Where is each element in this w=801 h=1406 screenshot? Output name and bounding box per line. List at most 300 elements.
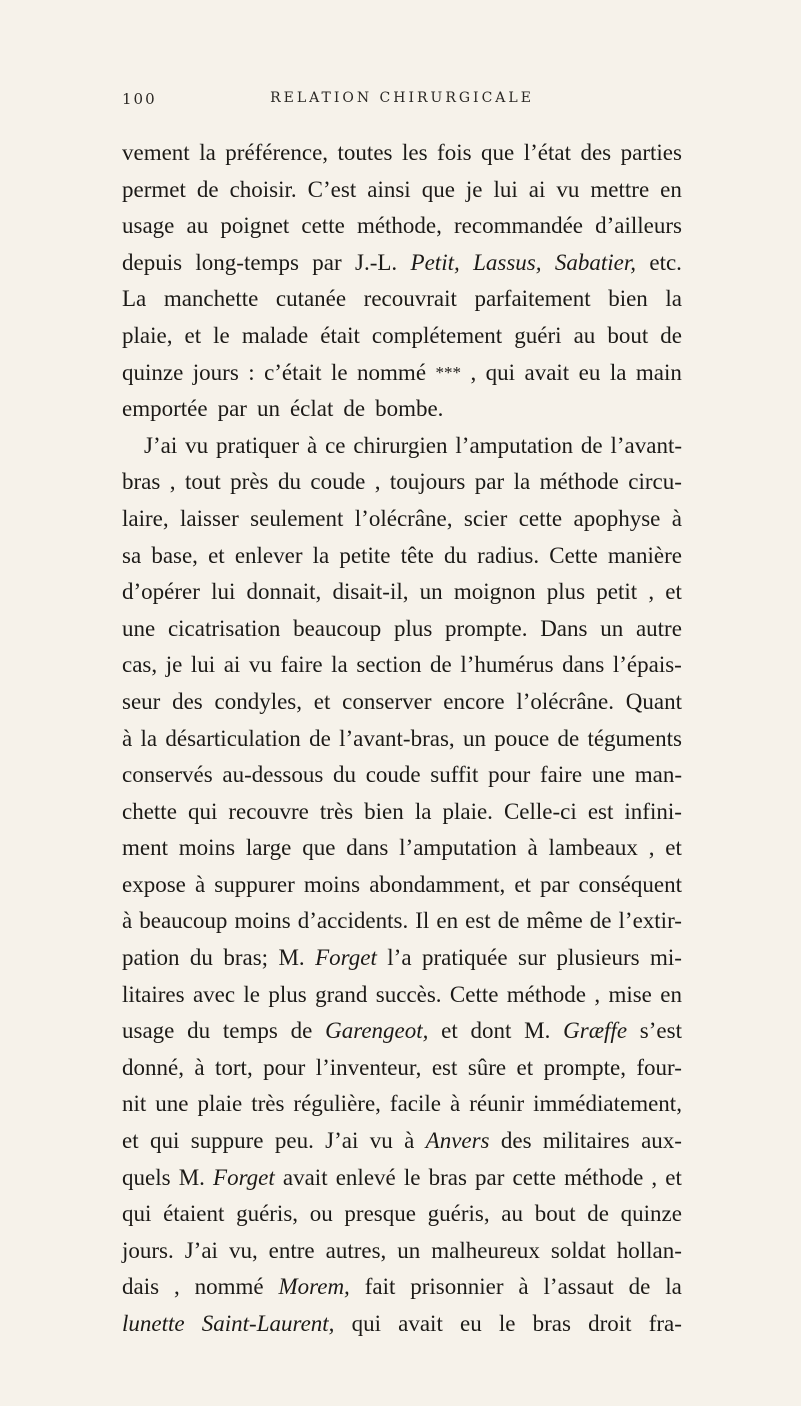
- word: cette: [512, 1164, 556, 1190]
- word: plusieurs: [556, 945, 640, 971]
- text-line: [122, 501, 682, 538]
- word: ,: [169, 469, 176, 495]
- text-line: [122, 464, 682, 501]
- word: soldat: [550, 1237, 606, 1263]
- word: succès.: [375, 981, 442, 1007]
- text-line: [122, 538, 682, 575]
- word: coude: [365, 762, 421, 788]
- italic-word: Græffe: [563, 1018, 628, 1044]
- word: par: [474, 469, 505, 495]
- word: sur: [517, 945, 547, 971]
- word: à: [122, 908, 133, 934]
- word: fait: [364, 1274, 396, 1300]
- word: l’état: [523, 140, 571, 165]
- word: au: [186, 213, 209, 239]
- word: de: [587, 1201, 609, 1227]
- word: une: [155, 1091, 189, 1117]
- word: M.: [278, 945, 305, 971]
- word: eu: [578, 359, 601, 385]
- text-line: [122, 1306, 682, 1343]
- italic-word: Anvers: [425, 1128, 490, 1154]
- word: et: [184, 322, 202, 348]
- text-line: [122, 1050, 682, 1087]
- word: Quant: [625, 688, 682, 714]
- text-line: [122, 355, 682, 392]
- word: sa: [122, 542, 142, 568]
- word: temps: [222, 1018, 278, 1044]
- word: la: [665, 286, 682, 312]
- word: et: [665, 835, 682, 861]
- word: de: [497, 908, 520, 934]
- word: parties: [620, 140, 682, 165]
- word: bien: [608, 286, 648, 312]
- word: ,: [651, 1164, 658, 1190]
- word: jours: [192, 359, 239, 385]
- word: quinze: [122, 359, 184, 385]
- word: petit: [596, 579, 638, 605]
- word: manière: [607, 542, 682, 568]
- word: la: [414, 798, 432, 824]
- word: régulière,: [293, 1091, 381, 1117]
- word: plaie: [197, 1091, 243, 1117]
- word: fra-: [648, 1311, 682, 1336]
- word: ,: [648, 835, 655, 861]
- word: un: [397, 1237, 421, 1263]
- word: à: [527, 835, 538, 861]
- word: est: [465, 908, 491, 934]
- word: conservés: [122, 762, 213, 788]
- word: J’ai: [325, 1128, 359, 1154]
- text-line: [122, 1160, 682, 1197]
- word: cicatrisation: [167, 615, 281, 641]
- word: en: [660, 981, 682, 1007]
- word: laisser: [180, 505, 239, 531]
- text-line: [122, 757, 682, 794]
- word: qui: [485, 359, 516, 385]
- word: ai: [528, 176, 546, 202]
- word: est: [431, 1054, 458, 1080]
- word: Il: [415, 908, 430, 934]
- word: qui: [122, 1201, 152, 1227]
- text-line: [122, 428, 682, 465]
- word: même: [526, 908, 583, 934]
- word: poignet: [220, 213, 290, 239]
- word: de: [660, 322, 682, 348]
- text-line: [122, 318, 682, 355]
- word: par: [475, 1164, 505, 1190]
- italic-word: Saint-Laurent,: [201, 1311, 335, 1336]
- word: qui: [149, 1128, 180, 1154]
- word: ,: [594, 981, 601, 1007]
- word: nit: [122, 1091, 147, 1117]
- text-line: [122, 684, 682, 721]
- word: malheureux: [431, 1237, 540, 1263]
- word: litaires: [122, 981, 185, 1007]
- word: la: [312, 542, 330, 568]
- word: permet: [122, 176, 186, 202]
- word: enlevé: [335, 1164, 396, 1190]
- word: à: [518, 1274, 529, 1300]
- text-line: [122, 830, 682, 867]
- word: encore: [443, 688, 505, 714]
- text-line: [122, 867, 682, 904]
- word: bras: [428, 1164, 467, 1190]
- word: cutanée: [275, 286, 347, 312]
- word: donnait,: [246, 579, 322, 605]
- word: suppure: [190, 1128, 264, 1154]
- word: facile: [389, 1091, 441, 1117]
- word: infini-: [624, 798, 682, 824]
- word: man-: [634, 762, 682, 788]
- word: vu: [185, 432, 209, 458]
- word: J’ai: [144, 432, 178, 458]
- word: guéri: [514, 322, 562, 348]
- word: four-: [636, 1054, 682, 1080]
- word: du: [187, 1018, 211, 1044]
- word: au: [573, 322, 596, 348]
- word: de: [628, 1274, 651, 1300]
- word: quinze: [620, 1201, 682, 1227]
- word: d’ailleurs: [595, 213, 682, 239]
- word: à: [122, 725, 133, 751]
- word: plaie.: [442, 798, 493, 824]
- text-line: [122, 1233, 682, 1270]
- word: de: [309, 725, 331, 751]
- word: ment: [122, 835, 168, 861]
- word: plus: [546, 579, 586, 605]
- word: parfaitement: [474, 286, 591, 312]
- word: ,: [470, 359, 477, 385]
- word: lui: [493, 176, 518, 202]
- text-line: [122, 135, 682, 172]
- word: long-temps: [195, 249, 299, 275]
- text-line: [122, 245, 682, 282]
- word: bout: [534, 1201, 576, 1227]
- word: d’opérer: [122, 579, 200, 605]
- word: à: [449, 1091, 461, 1117]
- word: cas,: [122, 652, 158, 678]
- word: l’a: [387, 945, 412, 971]
- word: l’amputation: [399, 835, 517, 861]
- word: méthode: [539, 469, 619, 495]
- word: apophyse: [573, 505, 661, 531]
- word: l’avant-: [610, 432, 682, 458]
- word: l’épais-: [612, 652, 682, 678]
- word: avait: [524, 359, 570, 385]
- word: moins: [303, 871, 361, 897]
- word: de: [290, 1018, 313, 1044]
- word: des: [580, 140, 612, 165]
- word: bras: [532, 1311, 571, 1336]
- word: fois: [437, 140, 472, 165]
- word: vu: [556, 176, 580, 202]
- word: c’était: [264, 359, 322, 385]
- word: jours.: [122, 1237, 174, 1263]
- word: de: [589, 908, 612, 934]
- word: Cette: [449, 981, 499, 1007]
- word: etc.: [649, 249, 682, 275]
- word: bombe.: [375, 396, 444, 422]
- word: par: [312, 249, 342, 275]
- word: dais: [122, 1274, 160, 1300]
- word: téguments: [587, 725, 682, 751]
- word: désarticulation: [165, 725, 301, 751]
- word: conserver: [342, 688, 432, 714]
- word: moins: [234, 908, 291, 934]
- word: J’ai: [184, 1237, 218, 1263]
- word: des: [500, 1128, 532, 1154]
- text-line: [122, 647, 682, 684]
- word: abondamment,: [369, 871, 506, 897]
- word: guéris,: [427, 1201, 490, 1227]
- text-line: [122, 1013, 682, 1050]
- word: bien: [364, 798, 404, 824]
- word: et: [208, 542, 225, 568]
- italic-word: Forget: [315, 945, 377, 971]
- word: du: [189, 945, 213, 971]
- text-line: [122, 794, 682, 831]
- word: qui: [351, 1311, 381, 1336]
- word: recouvrait: [363, 286, 457, 312]
- word: aux-: [641, 1128, 682, 1154]
- word: tout: [184, 469, 221, 495]
- word: à: [671, 505, 682, 531]
- word: la: [331, 652, 348, 678]
- word: je: [465, 176, 483, 202]
- word: et: [516, 1054, 534, 1080]
- word: entre: [268, 1237, 315, 1263]
- word: section: [356, 652, 422, 678]
- word: malade: [241, 322, 309, 348]
- word: bras;: [223, 945, 269, 971]
- word: ,: [648, 579, 655, 605]
- word: en: [660, 176, 682, 202]
- word: seur: [122, 688, 161, 714]
- word: vu: [369, 1128, 393, 1154]
- word: scier: [463, 505, 508, 531]
- word: large: [245, 835, 292, 861]
- word: pratiquée: [421, 945, 508, 971]
- word: suppurer: [214, 871, 295, 897]
- word: Cette: [549, 542, 598, 568]
- text-line: [122, 391, 682, 428]
- word: méthode: [506, 981, 586, 1007]
- word: de: [557, 725, 580, 751]
- word: pour: [263, 1054, 306, 1080]
- text-line: [122, 574, 682, 611]
- word: recommandée: [454, 213, 583, 239]
- word: lui: [211, 579, 236, 605]
- word: militaires: [542, 1128, 630, 1154]
- word: le: [213, 322, 230, 348]
- word: dans: [562, 652, 605, 678]
- word: ce: [325, 432, 346, 458]
- word: et: [122, 1128, 139, 1154]
- word: très: [251, 1091, 285, 1117]
- text-line: [122, 611, 682, 648]
- body-text: [122, 135, 682, 1343]
- word: bras: [122, 469, 161, 495]
- text-line: [122, 940, 682, 977]
- word: je: [165, 652, 183, 678]
- word: vu: [248, 652, 272, 678]
- word: ainsi: [367, 176, 411, 202]
- word: Dans: [540, 615, 588, 641]
- word: vu,: [228, 1237, 258, 1263]
- word: la: [513, 469, 531, 495]
- text-line: [122, 281, 682, 318]
- word: dans: [346, 835, 389, 861]
- word: près: [230, 469, 269, 495]
- word: la: [609, 359, 627, 385]
- word: et: [665, 579, 682, 605]
- word: le: [330, 359, 348, 385]
- word: par: [217, 396, 247, 422]
- word: tête: [400, 542, 434, 568]
- word: plaie,: [122, 322, 173, 348]
- word: l’olécrâne,: [354, 505, 453, 531]
- word: cette: [301, 213, 345, 239]
- word: plus: [268, 981, 307, 1007]
- text-line: [122, 1086, 682, 1123]
- word: l’amputation: [455, 432, 573, 458]
- word: usage: [122, 1018, 175, 1044]
- word: petite: [339, 542, 391, 568]
- word: au: [501, 1201, 523, 1227]
- word: sûre: [467, 1054, 507, 1080]
- word: du: [277, 469, 301, 495]
- word: plus: [393, 615, 433, 641]
- italic-word: lunette: [122, 1311, 185, 1336]
- word: pation: [122, 945, 180, 971]
- word: avec: [192, 981, 236, 1007]
- word: faire: [280, 652, 323, 678]
- word: méthode: [564, 1164, 644, 1190]
- word: préférence,: [225, 140, 329, 165]
- word: main: [635, 359, 682, 385]
- word: faire: [539, 762, 583, 788]
- word: laire,: [122, 505, 169, 531]
- text-line: [122, 172, 682, 209]
- word: choisir.: [229, 176, 297, 202]
- word: mise: [608, 981, 652, 1007]
- word: mi-: [650, 945, 682, 971]
- italic-word: Garengeot,: [325, 1018, 429, 1044]
- word: J.-L.: [355, 249, 398, 275]
- text-line: [122, 721, 682, 758]
- word: mettre: [590, 176, 650, 202]
- word: au-dessous: [222, 762, 324, 788]
- word: peu.: [274, 1128, 314, 1154]
- word: que: [481, 140, 515, 165]
- word: à: [404, 1128, 415, 1154]
- word: depuis: [122, 249, 183, 275]
- word: la: [140, 725, 158, 751]
- word: M.: [178, 1164, 205, 1190]
- page-number: 100: [122, 90, 157, 108]
- word: l’humérus: [460, 652, 554, 678]
- word: lambeaux: [548, 835, 638, 861]
- text-line: [122, 1196, 682, 1233]
- word: presque: [344, 1201, 416, 1227]
- word: pouce: [494, 725, 550, 751]
- word: l’olécrâne.: [516, 688, 615, 714]
- word: l’avant-bras,: [339, 725, 455, 751]
- running-title: RELATION CHIRURGICALE: [270, 90, 534, 106]
- word: avait: [398, 1311, 443, 1336]
- word: manchette: [163, 286, 259, 312]
- italic-word: Lassus,: [473, 249, 542, 275]
- word: Celle-ci: [503, 798, 577, 824]
- word: bout: [607, 322, 649, 348]
- word: ,: [173, 1274, 180, 1300]
- word: guéris,: [236, 1201, 299, 1227]
- word: éclat: [289, 396, 334, 422]
- text-line: [122, 1123, 682, 1160]
- word: le: [498, 1311, 516, 1336]
- word: expose: [122, 871, 186, 897]
- word: la: [665, 1274, 682, 1300]
- word: prisonnier: [410, 1274, 504, 1300]
- word: nommé: [357, 359, 427, 385]
- word: et: [514, 871, 531, 897]
- word: à: [194, 871, 206, 897]
- word: pratiquer: [216, 432, 300, 458]
- word: l’extir-: [618, 908, 682, 934]
- word: immédiatement,: [533, 1091, 682, 1117]
- italic-word: Morem,: [278, 1274, 350, 1300]
- word: emportée: [122, 396, 208, 422]
- word: l’inventeur,: [315, 1054, 422, 1080]
- word: ai: [223, 652, 241, 678]
- word: autre: [635, 615, 682, 641]
- word: de: [343, 396, 366, 422]
- word: conséquent: [578, 871, 682, 897]
- word: complétement: [371, 322, 503, 348]
- word: chirurgien: [353, 432, 448, 458]
- word: toujours: [389, 469, 466, 495]
- word: d’accidents.: [297, 908, 409, 934]
- page-header: [122, 90, 682, 120]
- word: prompte,: [543, 1054, 626, 1080]
- word: étaient: [163, 1201, 225, 1227]
- word: s’est: [639, 1018, 682, 1044]
- text-line: [122, 208, 682, 245]
- word: prompte.: [445, 615, 528, 641]
- word: donné,: [122, 1054, 184, 1080]
- word: grand: [315, 981, 368, 1007]
- word: un: [256, 396, 280, 422]
- word: que: [421, 176, 455, 202]
- word: du: [333, 762, 356, 788]
- word: à: [194, 1054, 205, 1080]
- word: lui: [190, 652, 216, 678]
- italic-word: Forget: [213, 1164, 275, 1190]
- word: une: [591, 762, 626, 788]
- word: par: [540, 871, 570, 897]
- word: recouvre: [228, 798, 309, 824]
- italic-word: Petit,: [410, 249, 460, 275]
- word: en: [436, 908, 459, 934]
- word: et: [313, 688, 331, 714]
- word: eu: [460, 1311, 482, 1336]
- word: disait-il,: [332, 579, 409, 605]
- word: dont: [470, 1018, 512, 1044]
- word: droit: [588, 1311, 632, 1336]
- word: avait: [282, 1164, 328, 1190]
- word: un: [419, 579, 443, 605]
- word: beaucoup: [293, 615, 382, 641]
